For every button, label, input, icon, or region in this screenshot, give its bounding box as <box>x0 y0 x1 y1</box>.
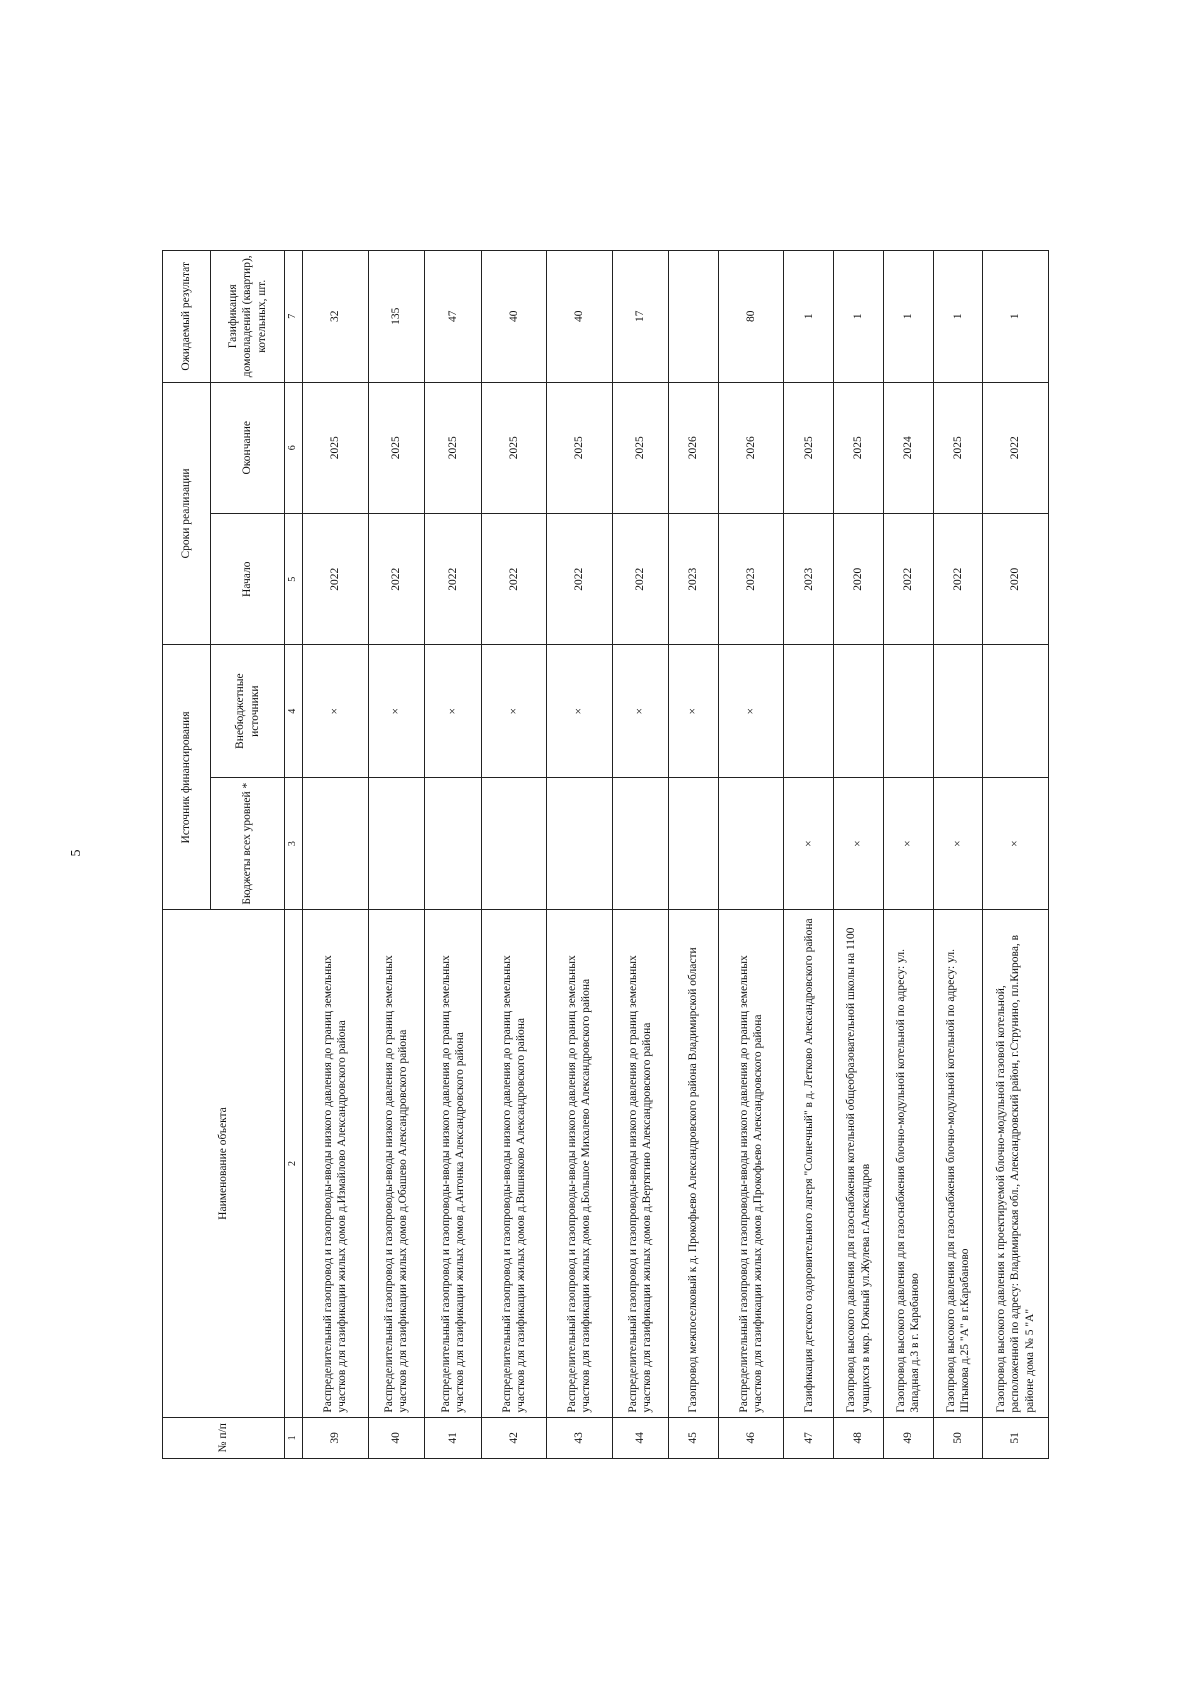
budget-source-mark <box>368 777 425 909</box>
object-name: Газопровод высокого давления для газоснабжения котельной общеобразовательной школы на 1100 учащихся в мкр. Южный ул.Жулева г.Александров <box>834 910 884 1417</box>
header-result-group: Ожидаемый результат <box>163 251 211 383</box>
extrabudget-source-mark: × <box>303 645 369 777</box>
budget-source-mark: × <box>784 777 834 909</box>
object-name: Распределительный газопровод и газопроводы-вводы низкого давления до границ земельных участков для газификации жилых домов д.Антонка Александровского района <box>425 910 482 1417</box>
start-year: 2022 <box>612 513 669 644</box>
start-year: 2022 <box>883 513 933 644</box>
expected-result: 1 <box>784 251 834 383</box>
row-number: 41 <box>425 1417 482 1458</box>
table-row <box>303 251 369 1459</box>
budget-source-mark: × <box>883 777 933 909</box>
expected-result: 1 <box>933 251 983 383</box>
start-year: 2022 <box>547 513 613 644</box>
header-end: Окончание <box>211 382 285 513</box>
budget-source-mark <box>425 777 482 909</box>
header-funding: Источник финансирования <box>163 645 211 910</box>
end-year: 2025 <box>834 382 884 513</box>
expected-result: 17 <box>612 251 669 383</box>
table-body <box>303 251 1049 1459</box>
budget-source-mark <box>547 777 613 909</box>
extrabudget-source-mark: × <box>547 645 613 777</box>
extrabudget-source-mark <box>784 645 834 777</box>
expected-result <box>669 251 719 383</box>
extrabudget-source-mark: × <box>425 645 482 777</box>
extrabudget-source-mark: × <box>718 645 784 777</box>
row-number: 40 <box>368 1417 425 1458</box>
end-year: 2025 <box>612 382 669 513</box>
extrabudget-source-mark: × <box>481 645 547 777</box>
extrabudget-source-mark <box>983 645 1049 777</box>
object-name: Распределительный газопровод и газопроводы-вводы низкого давления до границ земельных участков для газификации жилых домов д.Большое Михалево Александровского района <box>547 910 613 1417</box>
header-start: Начало <box>211 513 285 644</box>
end-year: 2025 <box>425 382 482 513</box>
start-year: 2022 <box>303 513 369 644</box>
end-year: 2025 <box>481 382 547 513</box>
column-index: 2 <box>285 910 303 1417</box>
budget-source-mark <box>612 777 669 909</box>
extrabudget-source-mark: × <box>612 645 669 777</box>
object-name: Газификация детского оздоровительного лагеря "Солнечный" в д. Летково Александровского района <box>784 910 834 1417</box>
start-year: 2020 <box>834 513 884 644</box>
start-year: 2023 <box>784 513 834 644</box>
start-year: 2023 <box>718 513 784 644</box>
end-year: 2025 <box>547 382 613 513</box>
object-name: Газопровод высокого давления к проектируемой блочно-модульной газовой котельной, расположенной по адресу: Владимирская обл., Александровский район, г.Струнино, пл.Кирова, в районе дома № 5 "А" <box>983 910 1049 1417</box>
table-row <box>425 251 482 1459</box>
page-number: 5 <box>69 849 84 857</box>
budget-source-mark <box>718 777 784 909</box>
row-number: 49 <box>883 1417 933 1458</box>
start-year: 2022 <box>933 513 983 644</box>
row-number: 47 <box>784 1417 834 1458</box>
row-number: 51 <box>983 1417 1049 1458</box>
start-year: 2023 <box>669 513 719 644</box>
row-number: 43 <box>547 1417 613 1458</box>
object-name: Газопровод высокого давления для газоснабжения блочно-модульной котельной по адресу: ул. Штыкова д.25 "А" в г.Карабаново <box>933 910 983 1417</box>
table-row <box>612 251 669 1459</box>
table-row <box>669 251 719 1459</box>
column-index: 5 <box>285 513 303 644</box>
header-terms: Сроки реализации <box>163 382 211 645</box>
row-number: 42 <box>481 1417 547 1458</box>
extrabudget-source-mark <box>883 645 933 777</box>
object-name: Распределительный газопровод и газопроводы-вводы низкого давления до границ земельных участков для газификации жилых домов д.Вертягино Александровского района <box>612 910 669 1417</box>
expected-result: 40 <box>547 251 613 383</box>
column-index: 3 <box>285 777 303 909</box>
header-budgets: Бюджеты всех уровней * <box>211 777 285 909</box>
end-year: 2025 <box>303 382 369 513</box>
extrabudget-source-mark: × <box>669 645 719 777</box>
end-year: 2025 <box>368 382 425 513</box>
object-name: Распределительный газопровод и газопроводы-вводы низкого давления до границ земельных участков для газификации жилых домов д.Обашево Александровского района <box>368 910 425 1417</box>
start-year: 2020 <box>983 513 1049 644</box>
column-index: 4 <box>285 645 303 777</box>
end-year: 2024 <box>883 382 933 513</box>
table-row <box>368 251 425 1459</box>
table-row <box>933 251 983 1459</box>
header-name: Наименование объекта <box>163 910 285 1417</box>
column-index: 6 <box>285 382 303 513</box>
budget-source-mark <box>303 777 369 909</box>
expected-result: 40 <box>481 251 547 383</box>
object-name: Распределительный газопровод и газопроводы-вводы низкого давления до границ земельных участков для газификации жилых домов д.Измайлово Александровского района <box>303 910 369 1417</box>
budget-source-mark <box>669 777 719 909</box>
row-number: 48 <box>834 1417 884 1458</box>
extrabudget-source-mark <box>933 645 983 777</box>
start-year: 2022 <box>481 513 547 644</box>
expected-result: 1 <box>983 251 1049 383</box>
expected-result: 32 <box>303 251 369 383</box>
header-row-1 <box>163 251 211 1459</box>
end-year: 2026 <box>718 382 784 513</box>
column-index: 7 <box>285 251 303 383</box>
rotated-table-container <box>162 250 1049 1459</box>
table-row <box>718 251 784 1459</box>
header-num: № п/п <box>163 1417 285 1458</box>
start-year: 2022 <box>368 513 425 644</box>
table-row <box>983 251 1049 1459</box>
table-row <box>547 251 613 1459</box>
column-index-row <box>285 251 303 1459</box>
header-result: Газификация домовладений (квартир), котельных, шт. <box>211 251 285 383</box>
extrabudget-source-mark <box>834 645 884 777</box>
gas-pipeline-schedule-table <box>162 250 1049 1459</box>
row-number: 50 <box>933 1417 983 1458</box>
table-row <box>834 251 884 1459</box>
end-year: 2026 <box>669 382 719 513</box>
object-name: Газопровод межпоселковый к д. Прокофьево Александровского района Владимирской области <box>669 910 719 1417</box>
end-year: 2025 <box>784 382 834 513</box>
row-number: 45 <box>669 1417 719 1458</box>
start-year: 2022 <box>425 513 482 644</box>
budget-source-mark: × <box>933 777 983 909</box>
expected-result: 1 <box>834 251 884 383</box>
header-extra: Внебюджетные источники <box>211 645 285 777</box>
table-row <box>481 251 547 1459</box>
table-row <box>784 251 834 1459</box>
expected-result: 80 <box>718 251 784 383</box>
table-row <box>883 251 933 1459</box>
budget-source-mark <box>481 777 547 909</box>
expected-result: 47 <box>425 251 482 383</box>
end-year: 2025 <box>933 382 983 513</box>
object-name: Распределительный газопровод и газопроводы-вводы низкого давления до границ земельных участков для газификации жилых домов д.Вишняково Александровского района <box>481 910 547 1417</box>
end-year: 2022 <box>983 382 1049 513</box>
expected-result: 135 <box>368 251 425 383</box>
budget-source-mark: × <box>983 777 1049 909</box>
object-name: Газопровод высокого давления для газоснабжения блочно-модульной котельной по адресу: ул. Западная д.3 в г. Карабаново <box>883 910 933 1417</box>
column-index: 1 <box>285 1417 303 1458</box>
row-number: 39 <box>303 1417 369 1458</box>
object-name: Распределительный газопровод и газопроводы-вводы низкого давления до границ земельных участков для газификации жилых домов д.Прокофьево Александровского района <box>718 910 784 1417</box>
expected-result: 1 <box>883 251 933 383</box>
row-number: 44 <box>612 1417 669 1458</box>
budget-source-mark: × <box>834 777 884 909</box>
extrabudget-source-mark: × <box>368 645 425 777</box>
row-number: 46 <box>718 1417 784 1458</box>
